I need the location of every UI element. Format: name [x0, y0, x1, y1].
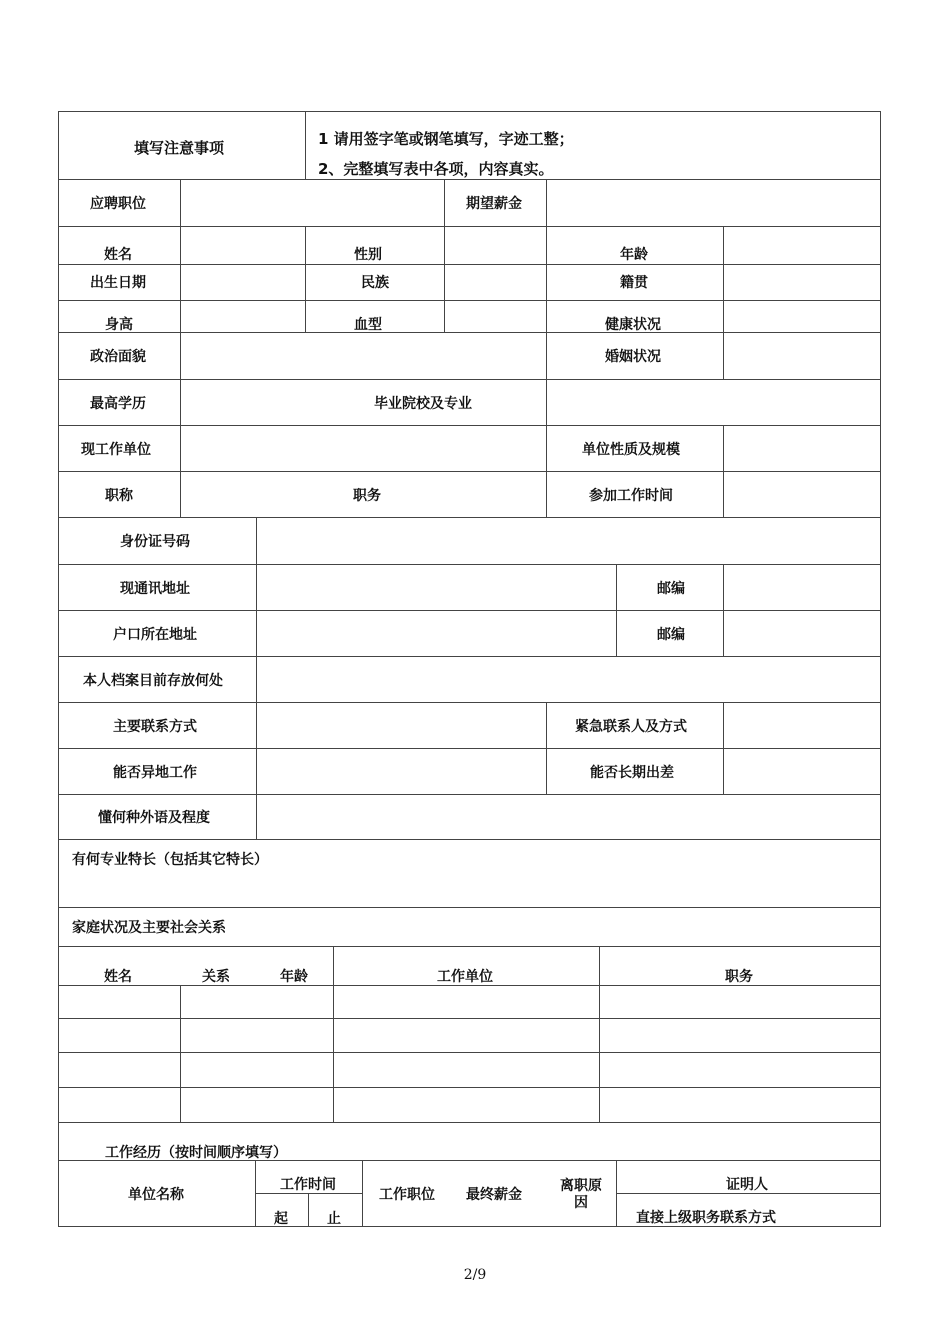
notice-line-1: 1 请用签字笔或钢笔填写，字迹工整；: [318, 130, 574, 148]
rule: [546, 425, 547, 517]
rule: [180, 985, 181, 1122]
rule: [58, 1052, 881, 1053]
family-header-duty: 职务: [725, 969, 753, 985]
rule: [58, 946, 881, 947]
label-health: 健康状况: [605, 317, 661, 333]
rule: [546, 702, 547, 794]
rule: [58, 1122, 881, 1123]
rule: [58, 179, 881, 180]
rule: [444, 226, 445, 332]
family-header-relation: 关系: [202, 969, 230, 985]
label-ethnic: 民族: [361, 275, 389, 291]
label-employer: 现工作单位: [81, 442, 151, 458]
rule: [58, 300, 881, 301]
rule: [308, 1193, 309, 1226]
work-header-role: 工作职位: [379, 1187, 435, 1203]
rule: [444, 179, 445, 226]
label-postcode-2: 邮编: [657, 627, 685, 643]
rule: [256, 517, 257, 839]
rule: [180, 179, 181, 226]
rule: [58, 1018, 881, 1019]
label-political: 政治面貌: [90, 349, 146, 365]
rule: [58, 907, 881, 908]
label-specialty: 有何专业特长（包括其它特长）: [72, 852, 268, 868]
label-position: 应聘职位: [90, 196, 146, 212]
work-header-company: 单位名称: [128, 1187, 184, 1203]
label-relocate: 能否异地工作: [113, 765, 197, 781]
rule: [58, 1226, 881, 1227]
work-title: 工作经历（按时间顺序填写）: [105, 1145, 287, 1161]
label-language: 懂何种外语及程度: [98, 810, 210, 826]
work-header-final-salary: 最终薪金: [466, 1187, 522, 1203]
rule: [58, 425, 881, 426]
rule: [58, 1087, 881, 1088]
rule: [333, 946, 334, 1122]
work-header-time: 工作时间: [280, 1177, 336, 1193]
rule: [58, 656, 881, 657]
label-school: 毕业院校及专业: [374, 396, 472, 412]
rule: [58, 564, 881, 565]
rule: [58, 839, 881, 840]
label-native: 籍贯: [620, 275, 648, 291]
rule: [546, 379, 547, 425]
rule: [180, 332, 181, 379]
rule: [58, 794, 881, 795]
label-address: 现通讯地址: [120, 581, 190, 597]
rule: [58, 517, 881, 518]
rule: [599, 946, 600, 1122]
label-age: 年龄: [620, 247, 648, 263]
rule: [723, 226, 724, 332]
rule: [180, 379, 181, 425]
family-header-age: 年龄: [280, 969, 308, 985]
rule: [58, 226, 881, 227]
rule: [58, 985, 881, 986]
label-title: 职称: [105, 488, 133, 504]
label-emergency: 紧急联系人及方式: [575, 719, 687, 735]
rule: [58, 471, 881, 472]
family-header-employer: 工作单位: [437, 969, 493, 985]
label-blood: 血型: [354, 317, 382, 333]
rule: [305, 226, 306, 332]
rule: [723, 332, 724, 379]
label-marital: 婚姻状况: [605, 349, 661, 365]
rule: [58, 111, 59, 1227]
label-birth: 出生日期: [90, 275, 146, 291]
rule: [180, 425, 181, 517]
label-salary: 期望薪金: [466, 196, 522, 212]
label-hukou: 户口所在地址: [113, 627, 197, 643]
rule: [58, 702, 881, 703]
label-contact: 主要联系方式: [113, 719, 197, 735]
label-work-start: 参加工作时间: [589, 488, 673, 504]
label-employer-nature: 单位性质及规模: [582, 442, 680, 458]
rule: [546, 226, 547, 332]
rule: [723, 564, 724, 656]
rule: [58, 264, 881, 265]
work-header-reference: 证明人: [726, 1177, 768, 1193]
family-header-name: 姓名: [104, 969, 132, 985]
label-duty: 职务: [353, 488, 381, 504]
rule: [616, 1193, 881, 1194]
work-header-from: 起: [274, 1211, 288, 1227]
rule: [58, 111, 881, 112]
family-title: 家庭状况及主要社会关系: [72, 920, 226, 936]
label-gender: 性别: [354, 247, 382, 263]
rule: [880, 111, 881, 1227]
rule: [616, 1160, 617, 1226]
rule: [58, 332, 881, 333]
rule: [362, 1160, 363, 1226]
label-name: 姓名: [104, 247, 132, 263]
label-id-number: 身份证号码: [120, 534, 190, 550]
rule: [616, 564, 617, 656]
label-height: 身高: [105, 317, 133, 333]
rule: [255, 1160, 256, 1226]
rule: [58, 748, 881, 749]
rule: [180, 226, 181, 332]
rule: [546, 179, 547, 226]
rule: [58, 610, 881, 611]
rule: [723, 425, 724, 517]
notice-label: 填写注意事项: [134, 139, 225, 157]
rule: [546, 332, 547, 379]
work-header-reason: 离职原因: [560, 1178, 602, 1211]
rule: [305, 111, 306, 179]
work-header-reference-detail: 直接上级职务联系方式: [636, 1210, 776, 1226]
page-number: 2/9: [463, 1267, 487, 1283]
label-education: 最高学历: [90, 396, 146, 412]
rule: [58, 379, 881, 380]
label-postcode: 邮编: [657, 581, 685, 597]
label-archive: 本人档案目前存放何处: [83, 673, 223, 689]
work-header-to: 止: [327, 1211, 341, 1227]
label-travel: 能否长期出差: [590, 765, 674, 781]
notice-line-2: 2、完整填写表中各项，内容真实。: [318, 160, 554, 178]
rule: [723, 702, 724, 794]
